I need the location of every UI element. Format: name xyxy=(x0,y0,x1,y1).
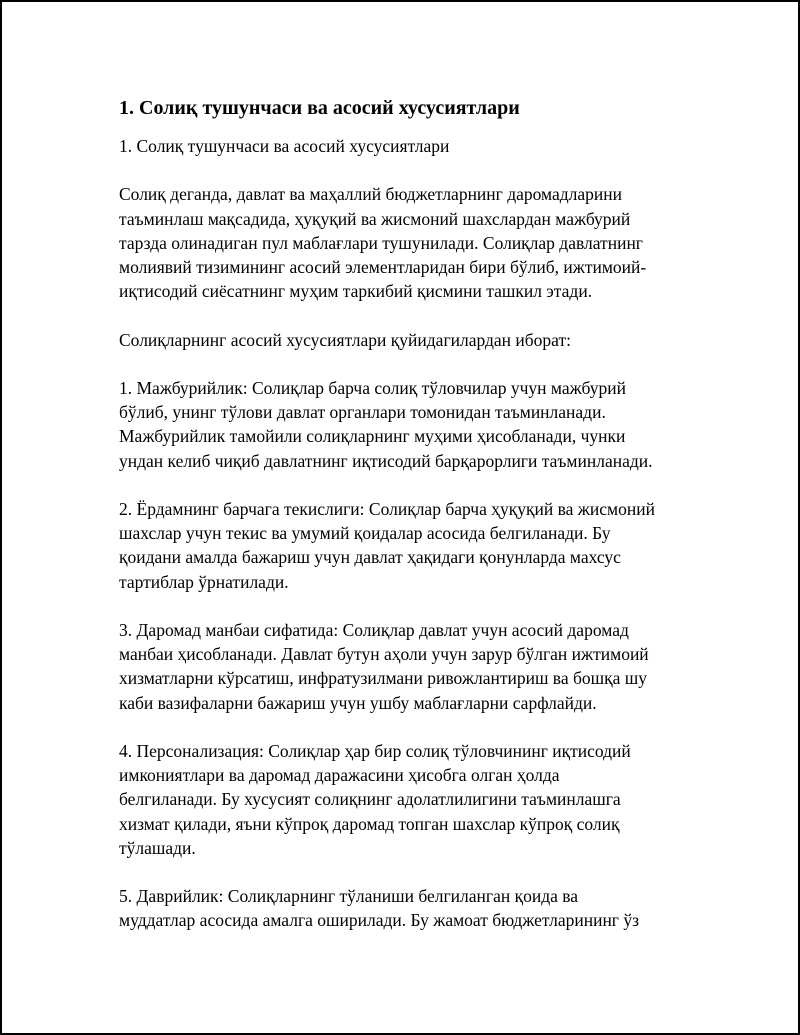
feature-line: Мажбурийлик тамойили солиқларнинг муҳими ҳисобланади, чунки xyxy=(119,426,626,447)
feature-item-5 xyxy=(119,884,699,932)
feature-line: хизматларни кўрсатиш, инфратузилмани ривожлантириш ва бошқа шу xyxy=(119,668,647,689)
feature-line: 5. Даврийлик: Солиқларнинг тўланиши белгиланган қоида ва xyxy=(119,886,579,907)
paragraph-gap xyxy=(119,158,699,182)
feature-item-4 xyxy=(119,739,699,860)
feature-line: шахслар учун текис ва умумий қоидалар асосида белгиланади. Бу xyxy=(119,523,611,544)
feature-line: бўлиб, унинг тўлови давлат органлари томонидан таъминланади. xyxy=(119,402,606,423)
intro-line: таъминлаш мақсадида, ҳуқуқий ва жисмоний шахслардан мажбурий xyxy=(119,208,631,229)
feature-line: 4. Персонализация: Солиқлар ҳар бир солиқ тўловчининг иқтисодий xyxy=(119,740,631,761)
feature-line: имкониятлари ва даромад даражасини ҳисобга олган ҳолда xyxy=(119,765,560,786)
intro-line: тарзда олинадиган пул маблағлари тушунилади. Солиқлар давлатнинг xyxy=(119,232,643,253)
document-body xyxy=(119,95,699,933)
feature-item-2 xyxy=(119,497,699,594)
feature-line: 3. Даромад манбаи сифатида: Солиқлар давлат учун асосий даромад xyxy=(119,619,629,640)
paragraph-gap xyxy=(119,352,699,376)
feature-line: 2. Ёрдамнинг барчага текислиги: Солиқлар барча ҳуқуқий ва жисмоний xyxy=(119,498,655,519)
paragraph-gap xyxy=(119,715,699,739)
intro-line: Солиқ деганда, давлат ва маҳаллий бюджетларнинг даромадларини xyxy=(119,184,623,205)
feature-line: хизмат қилади, яъни кўпроқ даромад топган шахслар кўпроқ солиқ xyxy=(119,813,620,834)
feature-line: тўлашади. xyxy=(119,837,196,858)
feature-line: ундан келиб чиқиб давлатнинг иқтисодий барқарорлиги таъминланади. xyxy=(119,450,653,471)
feature-line: 1. Мажбурийлик: Солиқлар барча солиқ тўловчилар учун мажбурий xyxy=(119,377,626,398)
intro-line: молиявий тизимининг асосий элементларидан бири бўлиб, ижтимоий- xyxy=(119,257,647,277)
paragraph-gap xyxy=(119,860,699,884)
paragraph-gap xyxy=(119,303,699,327)
feature-line: муддатлар асосида амалга оширилади. Бу жамоат бюджетларининг ўз xyxy=(119,910,640,931)
paragraph-gap xyxy=(119,594,699,618)
paragraph-gap xyxy=(119,473,699,497)
feature-line: тартиблар ўрнатилади. xyxy=(119,571,289,592)
intro-line: иқтисодий сиёсатнинг муҳим таркибий қисмини ташкил этади. xyxy=(119,281,593,302)
feature-line: манбаи ҳисобланади. Давлат бутун аҳоли учун зарур бўлган ижтимоий xyxy=(119,644,649,665)
document-title: 1. Солиқ тушунчаси ва асосий хусусиятлари xyxy=(119,97,520,119)
feature-item-3 xyxy=(119,618,699,715)
document-subtitle: 1. Солиқ тушунчаси ва асосий хусусиятлари xyxy=(119,136,450,156)
feature-line: қоидани амалда бажариш учун давлат ҳақидаги қонунларда махсус xyxy=(119,547,621,568)
feature-line: белгиланади. Бу хусусият солиқнинг адолатлилигини таъминлашга xyxy=(119,789,621,810)
feature-line: каби вазифаларни бажариш учун ушбу маблағларни сарфлайди. xyxy=(119,692,597,713)
feature-item-1 xyxy=(119,376,699,473)
features-heading: Солиқларнинг асосий хусусиятлари қуйидагилардан иборат: xyxy=(119,329,572,350)
intro-paragraph xyxy=(119,182,699,303)
